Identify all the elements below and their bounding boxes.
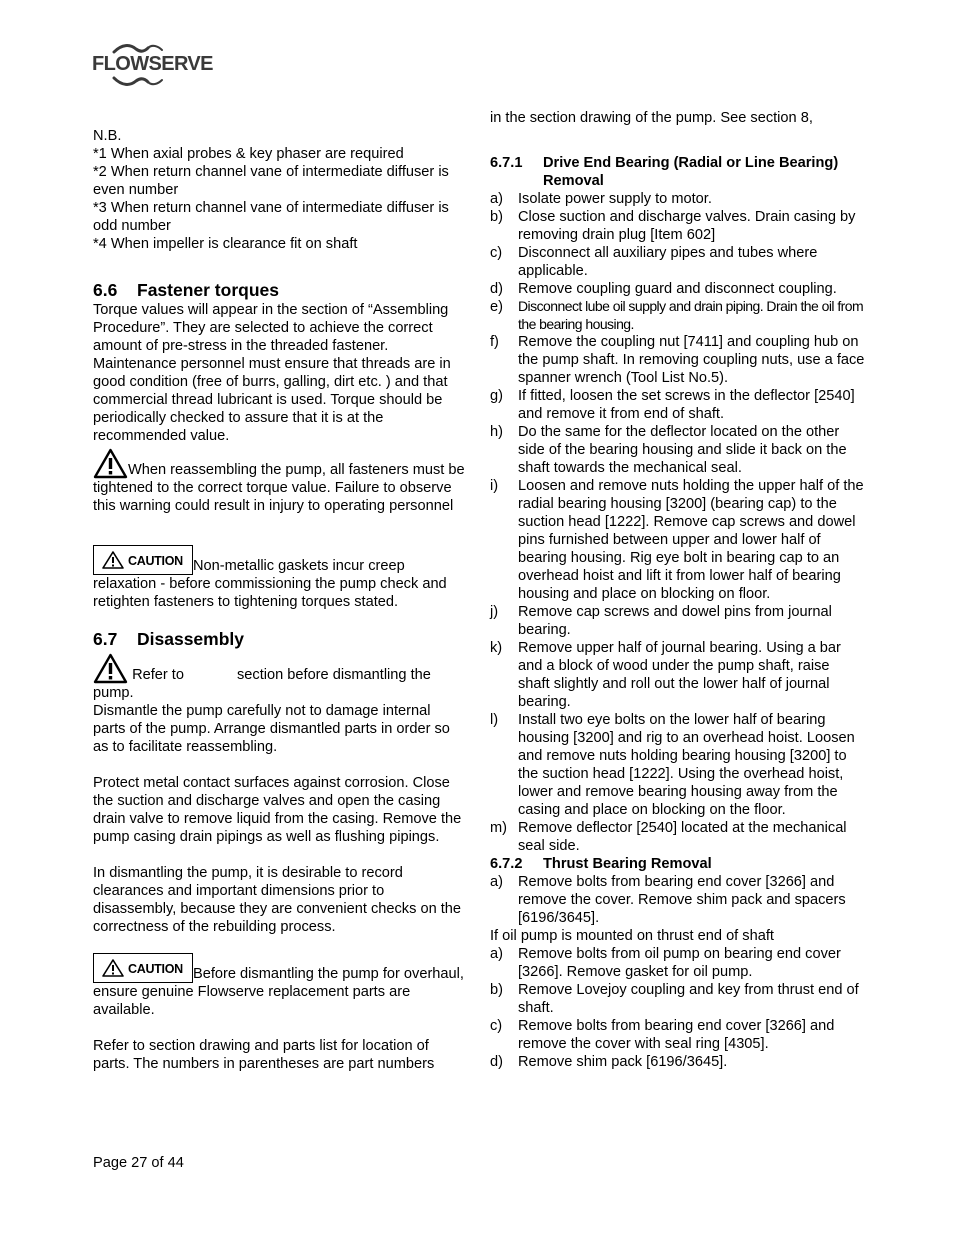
list-item: b) Close suction and discharge valves. Drain casing by removing drain plug [Item 602] xyxy=(490,209,856,243)
list-item: d) Remove shim pack [6196/3645]. xyxy=(490,1054,728,1070)
disassembly-para-1: Dismantle the pump carefully not to damage internal parts of the pump. Arrange dismantled parts in order so as to facilitate reassembling. xyxy=(93,703,450,755)
list-item: h) Do the same for the deflector located on the other side of the bearing housing and slide it back on the shaft towards the mechanical seal. xyxy=(490,424,847,476)
list-item: c) Remove bolts from bearing end cover [3266] and remove the cover with seal ring [4305]. xyxy=(490,1018,835,1052)
disassembly-para-4: Refer to section drawing and parts list for location of parts. The numbers in parentheses are part numbers xyxy=(93,1038,435,1072)
list-item: e) Disconnect lube oil supply and drain piping. Drain the oil from the bearing housing. xyxy=(490,298,864,332)
nb-item-1: *1 When axial probes & key phaser are required xyxy=(93,146,404,162)
drive-end-steps xyxy=(490,190,865,855)
fastener-warning: When reassembling the pump, all fasteners must be tightened to the correct torque value. Failure to observe this warning could result in injury to operating personnel xyxy=(93,448,465,515)
caution-triangle-icon xyxy=(102,959,124,977)
list-item: f) Remove the coupling nut [7411] and coupling hub on the pump shaft. In removing coupling nuts, use a face spanner wrench (Tool List No.5). xyxy=(490,334,865,386)
thrust-bearing-steps xyxy=(490,873,865,927)
section-heading-6-7: 6.7 Disassembly xyxy=(93,629,245,649)
page-number: Page 27 of 44 xyxy=(93,1155,184,1171)
warning-triangle-icon xyxy=(93,448,128,479)
disassembly-para-2: Protect metal contact surfaces against corrosion. Close the suction and discharge valves and open the casing drain valve to remove liquid from the casing. Remove the pump casing drain pipings as well as flushing pipings. xyxy=(93,775,462,845)
left-column xyxy=(93,127,465,1073)
nb-title: N.B. xyxy=(93,128,122,144)
oil-pump-note: If oil pump is mounted on thrust end of shaft xyxy=(490,928,774,944)
section-heading-6-6: 6.6 Fastener torques xyxy=(93,280,279,300)
logo-text: FLOWSERVE xyxy=(92,53,213,75)
warning-triangle-icon xyxy=(93,653,128,684)
disassembly-para-3: In dismantling the pump, it is desirable to record clearances and important dimensions prior to disassembly, because they are convenient checks on the correctness of the rebuilding process. xyxy=(93,865,462,935)
list-item: c) Disconnect all auxiliary pipes and tubes where applicable. xyxy=(490,245,818,279)
caution-badge: CAUTION xyxy=(93,545,193,575)
nb-item-2: *2 When return channel vane of intermediate diffuser is even number xyxy=(93,164,449,198)
caution-badge: CAUTION xyxy=(93,953,193,983)
section-heading-6-7-2: 6.7.2 Thrust Bearing Removal xyxy=(490,856,712,872)
disassembly-caution: CAUTION Before dismantling the pump for overhaul, ensure genuine Flowserve replacement parts are available. xyxy=(93,953,465,1019)
list-item: g) If fitted, loosen the set screws in the deflector [2540] and remove it from end of shaft. xyxy=(490,388,855,422)
caution-triangle-icon xyxy=(102,551,124,569)
nb-item-3: *3 When return channel vane of intermediate diffuser is odd number xyxy=(93,200,449,234)
disassembly-warning: Refer to section before dismantling the pump. xyxy=(93,653,465,702)
flowserve-logo xyxy=(92,42,213,88)
list-item: a) Remove bolts from oil pump on bearing end cover [3266]. Remove gasket for oil pump. xyxy=(490,946,841,980)
continued-text: in the section drawing of the pump. See section 8, xyxy=(490,110,813,126)
list-item: a) Remove bolts from bearing end cover [3266] and remove the cover. Remove shim pack and spacers [6196/3645]. xyxy=(490,874,846,926)
list-item: l) Install two eye bolts on the lower half of bearing housing [3200] and rig to an overhead hoist. Loosen and remove nuts holding bearing housing [3200] to the suction head [1222]. Using the overhead hoist, lower and remove bearing housing away from the casing and place on blocking on the floor. xyxy=(490,712,855,818)
list-item: a) Isolate power supply to motor. xyxy=(490,191,712,207)
fastener-torques-body: Torque values will appear in the section of “Assembling Procedure”. They are selected to achieve the correct amount of pre-stress in the threaded fastener. Maintenance personnel must ensure that threads are in good condition (free of burrs, galling, dirt etc. ) and that commercial thread lubricant is used. Torque should be periodically checked to assure that it is at the recommended value. xyxy=(93,302,451,444)
list-item: j) Remove cap screws and dowel pins from journal bearing. xyxy=(490,604,832,638)
right-column xyxy=(490,109,865,1071)
section-heading-6-7-1: 6.7.1 Drive End Bearing (Radial or Line Bearing) Removal xyxy=(490,155,839,189)
list-item: i) Loosen and remove nuts holding the upper half of the radial bearing housing [3200] (bearing cap) to the suction head [1222]. Remove cap screws and dowel pins furnished between upper and lower half of bearing housing. Rig eye bolt in bearing cap to an overhead hoist and lift it from lower half of bearing housing and place on blocking on floor. xyxy=(490,478,864,602)
list-item: k) Remove upper half of journal bearing. Using a bar and a block of wood under the pump shaft, raise shaft slightly and roll out the lower half of journal bearing. xyxy=(490,640,841,710)
fastener-caution: CAUTION Non-metallic gaskets incur creep relaxation - before commissioning the pump check and retighten fasteners to tightening torques stated. xyxy=(93,545,465,611)
oil-pump-steps xyxy=(490,945,865,1071)
list-item: b) Remove Lovejoy coupling and key from thrust end of shaft. xyxy=(490,982,859,1016)
nb-item-4: *4 When impeller is clearance fit on shaft xyxy=(93,236,358,252)
list-item: d) Remove coupling guard and disconnect coupling. xyxy=(490,281,837,297)
list-item: m) Remove deflector [2540] located at the mechanical seal side. xyxy=(490,820,847,854)
